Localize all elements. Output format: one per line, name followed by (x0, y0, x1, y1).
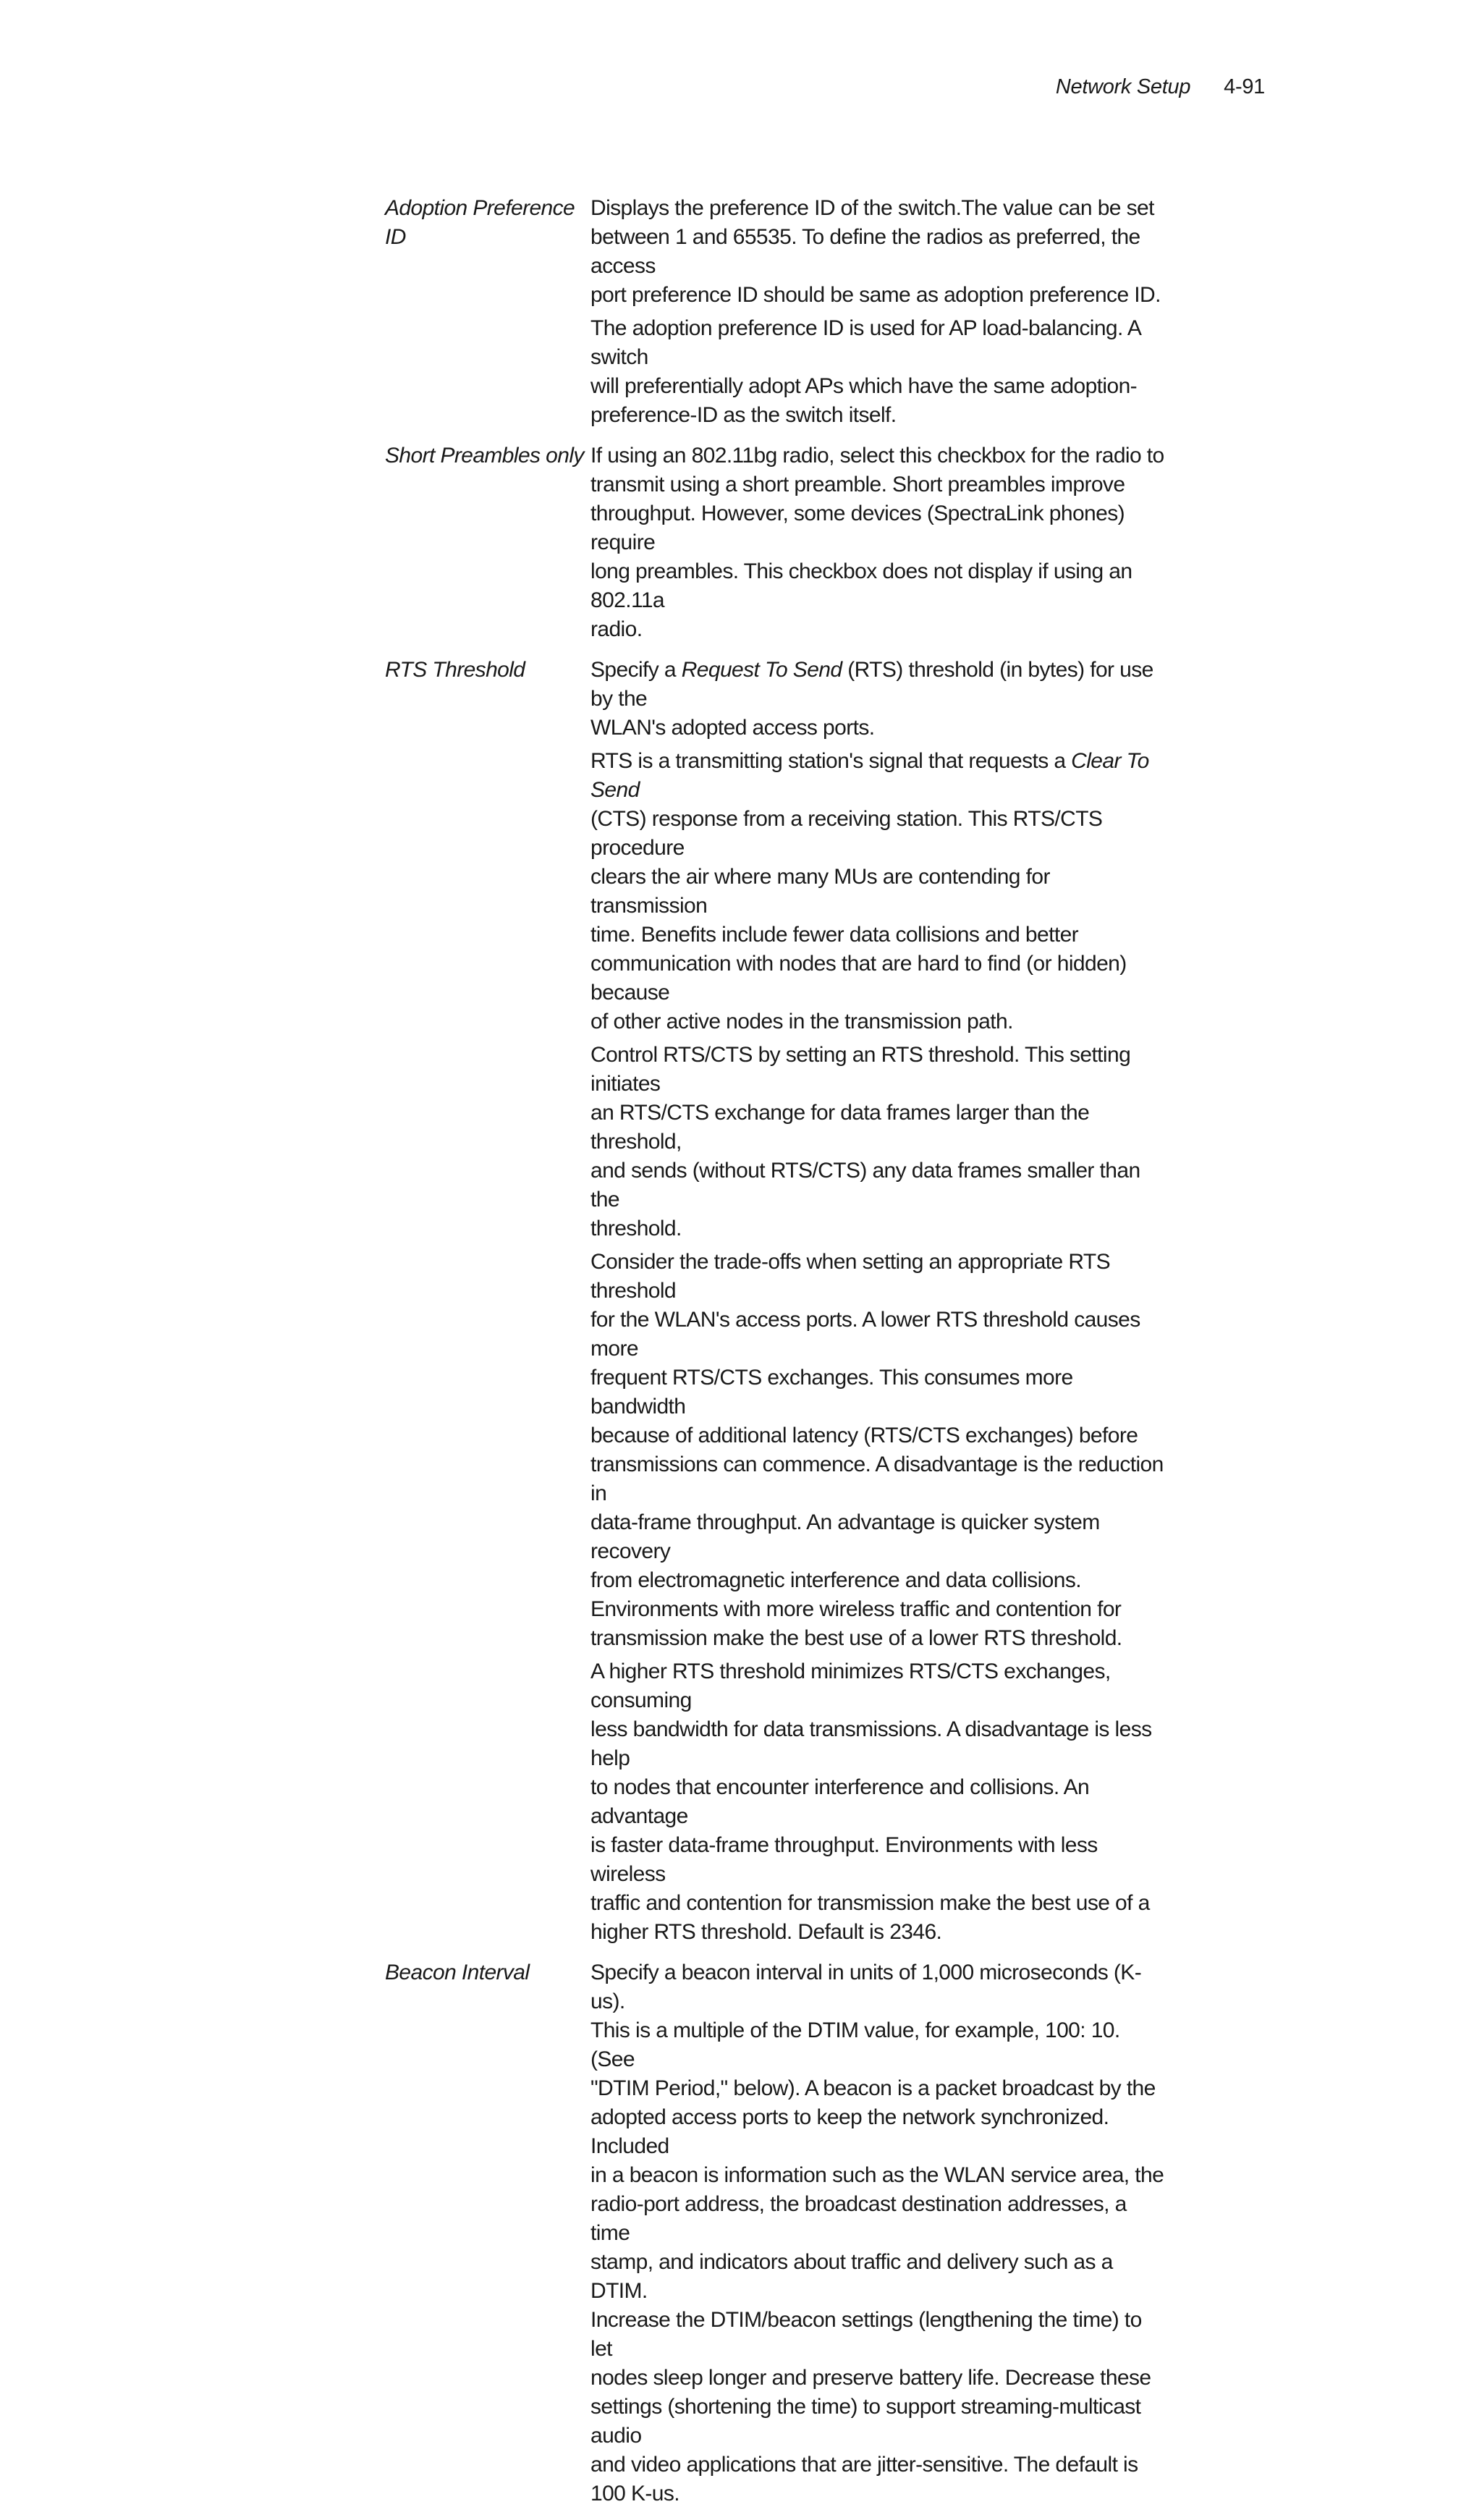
term-text: Short Preambles only (385, 444, 584, 468)
term-text: Beacon Interval (385, 1961, 530, 1984)
term-definition (590, 441, 1166, 644)
term-label (385, 656, 590, 685)
definition-paragraph: Displays the preference ID of the switch.The value can be set between 1 and 65535. To define the radios as preferred, the access port preference ID should be same as adoption preference ID. (590, 196, 1161, 307)
term-definition (590, 1958, 1166, 2508)
entry-short-preambles-only (385, 441, 1166, 644)
definition-paragraph: The adoption preference ID is used for AP load-balancing. A switch will preferentially adopt APs which have the same adoption- preference-ID as the switch itself. (590, 316, 1140, 427)
definition-paragraph: If using an 802.11bg radio, select this checkbox for the radio to transmit using a short preamble. Short preambles improve throughput. However, some devices (SpectraLink phones) require long preambles. This checkbox does not display if using an 802.11a radio. (590, 444, 1164, 641)
text-run: Specify a (590, 658, 682, 682)
term-text: Adoption Preference ID (385, 196, 575, 249)
emphasis-clear-to-send: Clear To Send (590, 749, 1149, 802)
definition-paragraph: A higher RTS threshold minimizes RTS/CTS exchanges, consuming less bandwidth for data transmissions. A disadvantage is less help to nodes that encounter interference and collisions. An advantage is faster data-frame throughput. Environments with less wireless traffic and contention for transmission make the best use of a higher RTS threshold. Default is 2346. (590, 1659, 1152, 1944)
definition-paragraph: Control RTS/CTS by setting an RTS threshold. This setting initiates an RTS/CTS exchange for data frames larger than the threshold, and sends (without RTS/CTS) any data frames smaller than the threshold. (590, 1043, 1140, 1240)
section-name: Network Setup (1055, 75, 1191, 98)
definition-paragraph (590, 747, 1166, 1036)
term-definition (590, 656, 1166, 1947)
term-label (385, 1958, 590, 1987)
definition-paragraph: Consider the trade-offs when setting an appropriate RTS threshold for the WLAN's access ports. A lower RTS threshold causes more frequent RTS/CTS exchanges. This consumes more bandwidth because of additional latency (RTS/CTS exchanges) before transmissions can commence. A disadvantage is the reduction in data-frame throughput. An advantage is quicker system recovery from electromagnetic interference and data collisions. Environments with more wireless traffic and contention for transmission make the best use of a lower RTS threshold. (590, 1250, 1164, 1650)
term-definition (590, 194, 1166, 430)
term-label (385, 194, 590, 252)
entry-beacon-interval (385, 1958, 1166, 2508)
text-run: RTS is a transmitting station's signal that requests a (590, 749, 1072, 773)
page-number: 4-91 (1224, 75, 1265, 98)
definition-paragraph: Specify a beacon interval in units of 1,000 microseconds (K-us). This is a multiple of the DTIM value, for example, 100: 10. (See "DTIM Period," below). A beacon is a packet broadcast by the adopted access ports to keep the network synchronized. Included in a beacon is information such as the WLAN service area, the radio-port address, the broadcast destination addresses, a time stamp, and indicators about traffic and delivery such as a DTIM. Increase the DTIM/beacon settings (lengthening the time) to let nodes sleep longer and preserve battery life. Decrease these settings (shortening the time) to support streaming-multicast audio and video applications that are jitter-sensitive. The default is 100 K-us. (590, 1961, 1164, 2506)
text-run: (CTS) response from a receiving station. This RTS/CTS procedure clears the air where many MUs are contending for transmission time. Benefits include fewer data collisions and better communication with nodes that are hard to find (or hidden) because of other active nodes in the transmission path. (590, 807, 1127, 1033)
running-header (1056, 75, 1265, 99)
emphasis-request-to-send: Request To Send (681, 658, 842, 682)
term-text: RTS Threshold (385, 658, 525, 682)
text-run: (RTS) threshold (in bytes) for use by the WLAN's adopted access ports. (590, 658, 1153, 740)
entry-adoption-preference-id (385, 194, 1166, 430)
entry-rts-threshold (385, 656, 1166, 1947)
term-label (385, 441, 590, 470)
definition-paragraph (590, 656, 1166, 743)
definition-table (385, 194, 1166, 2520)
